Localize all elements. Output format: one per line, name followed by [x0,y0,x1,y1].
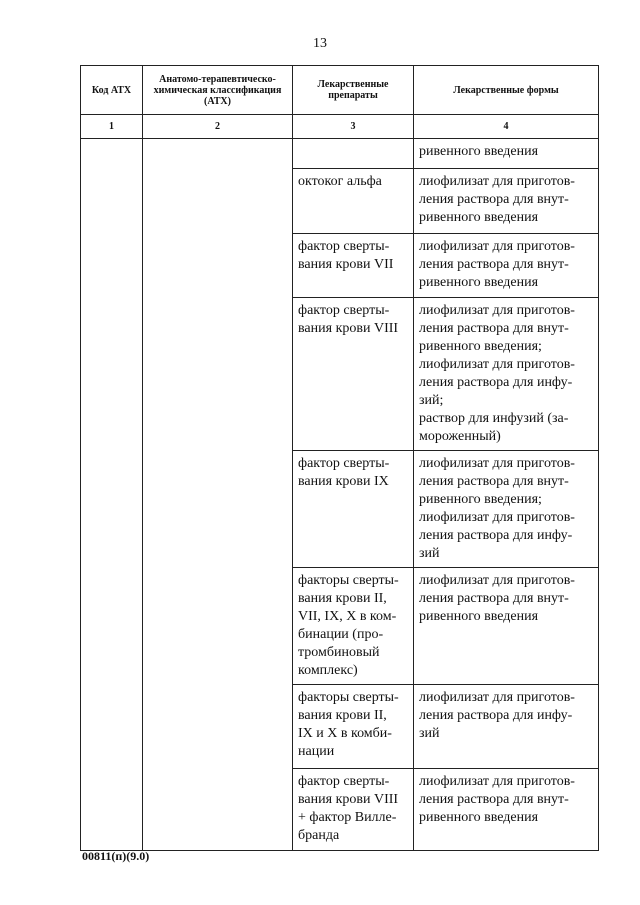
header-atc-classification: Анатомо-терапевтическо-химическая классификация (АТХ) [143,66,293,115]
column-number: 4 [414,115,599,139]
column-number-row [81,115,599,139]
header-atc-code: Код АТХ [81,66,143,115]
drug-name-cell: факторы сверты- вания крови II, VII, IX, X в ком- бинации (про- тромбиновый комплекс) [293,568,414,685]
column-number: 2 [143,115,293,139]
column-number: 1 [81,115,143,139]
dosage-form-cell: лиофилизат для приготов- ления раствора для инфу- зий [414,685,599,769]
dosage-form-cell: ривенного введения [414,139,599,169]
drug-name-cell: фактор сверты- вания крови VII [293,234,414,298]
header-drugs: Лекарственные препараты [293,66,414,115]
dosage-form-cell: лиофилизат для приготов- ления раствора для внут- ривенного введения [414,169,599,234]
document-code: 00811(п)(9.0) [82,849,150,863]
drug-name-cell: фактор сверты- вания крови VIII + фактор Вилле- бранда [293,769,414,851]
header-dosage-forms: Лекарственные формы [414,66,599,115]
table-header-row [81,66,599,115]
drug-name-cell [293,139,414,169]
drug-table [80,65,599,851]
column-number: 3 [293,115,414,139]
atc-classification-cell [143,139,293,851]
dosage-form-cell: лиофилизат для приготов- ления раствора для внут- ривенного введения [414,234,599,298]
dosage-form-cell: лиофилизат для приготов- ления раствора для внут- ривенного введения; лиофилизат для приготов- ления раствора для инфу- зий [414,451,599,568]
drug-name-cell: октоког альфа [293,169,414,234]
table-row [81,139,599,169]
drug-name-cell: фактор сверты- вания крови VIII [293,298,414,451]
dosage-form-cell: лиофилизат для приготов- ления раствора для внут- ривенного введения [414,769,599,851]
drug-name-cell: факторы сверты- вания крови II, IX и X в комби- нации [293,685,414,769]
dosage-form-cell: лиофилизат для приготов- ления раствора для внут- ривенного введения; лиофилизат для приготов- ления раствора для инфу- зий; раствор для инфузий (за- мороженный) [414,298,599,451]
dosage-form-cell: лиофилизат для приготов- ления раствора для внут- ривенного введения [414,568,599,685]
atc-code-cell [81,139,143,851]
page-number: 13 [313,36,327,51]
drug-name-cell: фактор сверты- вания крови IX [293,451,414,568]
